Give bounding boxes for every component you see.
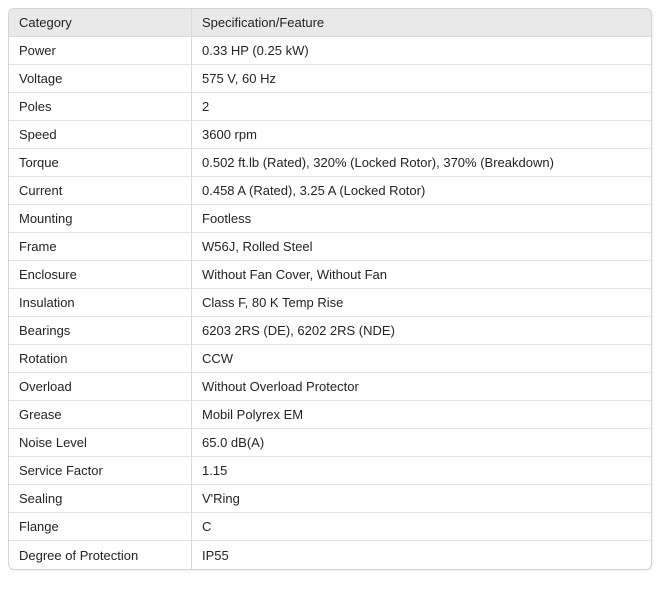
- specification-cell: Footless: [192, 205, 651, 233]
- category-cell: Speed: [9, 121, 192, 149]
- category-cell: Current: [9, 177, 192, 205]
- table-row: [9, 205, 651, 233]
- table-row: [9, 401, 651, 429]
- table-row: [9, 289, 651, 317]
- specification-cell: 1.15: [192, 457, 651, 485]
- table-row: [9, 513, 651, 541]
- table-row: [9, 261, 651, 289]
- specification-cell: IP55: [202, 547, 229, 563]
- specification-cell: Mobil Polyrex EM: [192, 401, 651, 429]
- specification-table: [8, 8, 652, 570]
- category-cell: Torque: [9, 149, 192, 177]
- table-body: [9, 37, 651, 569]
- table-row: [9, 317, 651, 345]
- specification-cell: 0.458 A (Rated), 3.25 A (Locked Rotor): [192, 177, 651, 205]
- table-row: [9, 541, 651, 569]
- header-row: [9, 9, 651, 37]
- category-cell: Flange: [9, 513, 192, 541]
- table-header: [9, 9, 651, 37]
- category-cell: Overload: [9, 373, 192, 401]
- category-cell: Voltage: [9, 65, 192, 93]
- specification-cell: 0.502 ft.lb (Rated), 320% (Locked Rotor), 370% (Breakdown): [192, 149, 651, 177]
- specification-cell: 0.33 HP (0.25 kW): [192, 37, 651, 65]
- specification-cell: 2: [192, 93, 651, 121]
- table-row: [9, 373, 651, 401]
- table-row: [9, 93, 651, 121]
- table-row: [9, 429, 651, 457]
- category-cell: Noise Level: [9, 429, 192, 457]
- table-row: [9, 65, 651, 93]
- table-row: [9, 345, 651, 373]
- category-cell: Service Factor: [9, 457, 192, 485]
- specification-cell: CCW: [192, 345, 651, 373]
- category-cell: Mounting: [9, 205, 192, 233]
- table-row: [9, 457, 651, 485]
- specification-cell: 65.0 dB(A): [192, 429, 651, 457]
- table-row: [9, 177, 651, 205]
- specification-cell: 6203 2RS (DE), 6202 2RS (NDE): [192, 317, 651, 345]
- specification-cell: Class F, 80 K Temp Rise: [192, 289, 651, 317]
- header-cell-category: Category: [9, 9, 192, 37]
- table-row: [9, 485, 651, 513]
- table-row: [9, 37, 651, 65]
- specification-cell: Without Overload Protector: [192, 373, 651, 401]
- specification-cell: 3600 rpm: [192, 121, 651, 149]
- specification-cell: C: [192, 513, 651, 541]
- category-cell: Poles: [9, 93, 192, 121]
- specification-cell: W56J, Rolled Steel: [192, 233, 651, 261]
- category-cell: Bearings: [9, 317, 192, 345]
- category-cell: Rotation: [9, 345, 192, 373]
- header-cell-specification: Specification/Feature: [192, 9, 651, 37]
- category-cell: Insulation: [9, 289, 192, 317]
- table-row: [9, 121, 651, 149]
- table-row: [9, 233, 651, 261]
- category-cell: Frame: [9, 233, 192, 261]
- category-cell: Degree of Protection: [9, 541, 192, 569]
- category-cell: Sealing: [9, 485, 192, 513]
- table-row: [9, 149, 651, 177]
- category-cell: Grease: [9, 401, 192, 429]
- specification-cell: 575 V, 60 Hz: [192, 65, 651, 93]
- specification-cell: Without Fan Cover, Without Fan: [192, 261, 651, 289]
- specification-cell: V'Ring: [192, 485, 651, 513]
- category-cell: Power: [9, 37, 192, 65]
- category-cell: Enclosure: [9, 261, 192, 289]
